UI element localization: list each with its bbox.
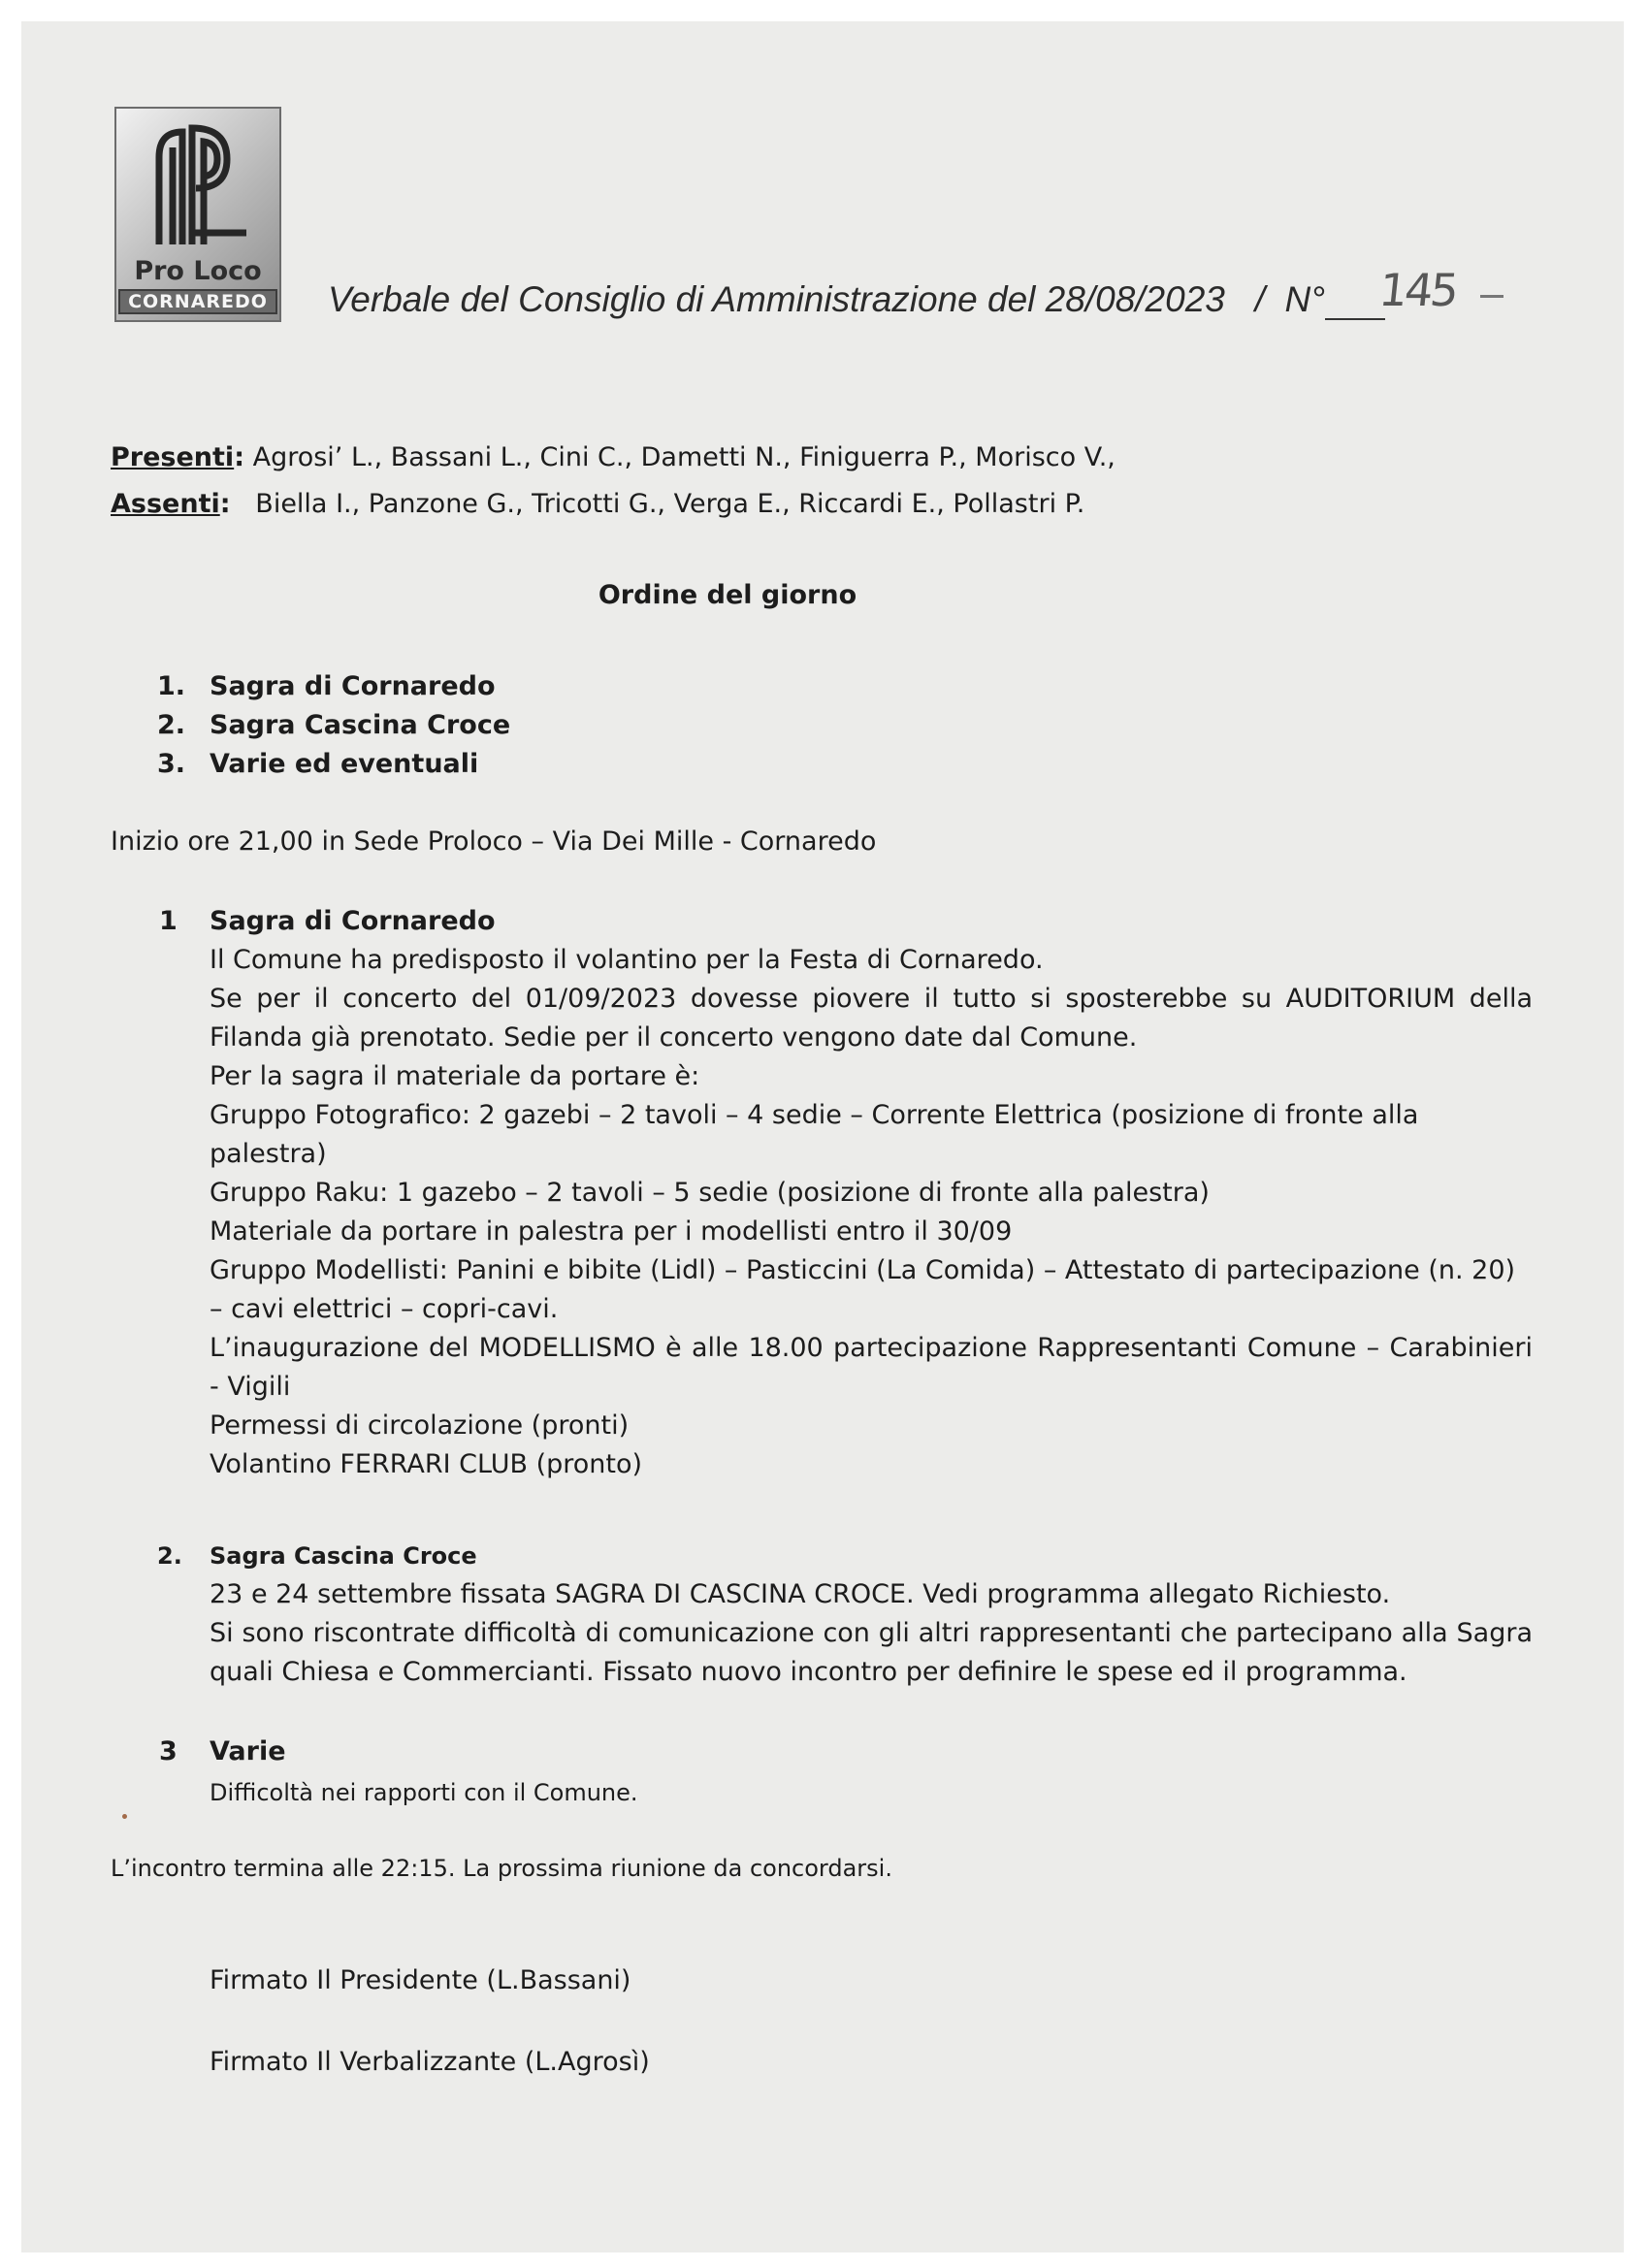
agenda-item-number: 3. (157, 749, 186, 779)
body-line: quali Chiesa e Commercianti. Fissato nuovo incontro per definire le spese ed il programma. (210, 1657, 1407, 1687)
handwritten-dash (1480, 295, 1504, 298)
closing-line: L’incontro termina alle 22:15. La prossima riunione da concordarsi. (111, 1855, 892, 1882)
body-line: Gruppo Fotografico: 2 gazebi – 2 tavoli – 4 sedie – Corrente Elettrica (posizione di fronte alla palestra) (210, 1100, 1419, 1169)
title-text: Verbale del Consiglio di Amministrazione del 28/08/2023 (328, 279, 1225, 319)
scan-speck (122, 1814, 127, 1819)
body-line: Gruppo Modellisti: Panini e bibite (Lidl) – Pasticcini (La Comida) – Attestato di partecipazione (n. 20) (210, 1255, 1516, 1285)
title-separator: / (1254, 279, 1265, 319)
body-line: Si sono riscontrate difficoltà di comunicazione con gli altri rappresentanti che partecipano alla Sagra (210, 1618, 1533, 1648)
body-line: L’inaugurazione del MODELLISMO è alle 18.00 partecipazione Rappresentanti Comune – Carabinieri (210, 1333, 1533, 1363)
agenda-item-number: 2. (157, 710, 186, 740)
absent-row: Assenti: Biella I., Panzone G., Tricotti G., Verga E., Riccardi E., Pollastri P. (111, 489, 1085, 519)
body-line: – cavi elettrici – copri-cavi. (210, 1294, 559, 1324)
document-title (328, 279, 1385, 320)
body-line: Se per il concerto del 01/09/2023 dovesse piovere il tutto si sposterebbe su AUDITORIUM della (210, 984, 1533, 1014)
logo-text-proloco: Pro Loco (134, 256, 262, 286)
absent-names: Biella I., Panzone G., Tricotti G., Verga E., Riccardi E., Pollastri P. (255, 489, 1085, 519)
agenda-title: Ordine del giorno (598, 580, 857, 610)
body-line: Per la sagra il materiale da portare è: (210, 1061, 700, 1091)
logo-text-cornaredo: CORNAREDO (118, 289, 277, 314)
body-line: Volantino FERRARI CLUB (pronto) (210, 1449, 643, 1479)
proloco-monogram-icon (140, 118, 256, 254)
section2-body (210, 1575, 1533, 1692)
body-line: 23 e 24 settembre fissata SAGRA DI CASCINA CROCE. Vedi programma allegato Richiesto. (210, 1579, 1391, 1609)
agenda-item: Varie ed eventuali (210, 749, 479, 779)
body-line: Permessi di circolazione (pronti) (210, 1410, 630, 1441)
body-line: Il Comune ha predisposto il volantino per la Festa di Cornaredo. (210, 945, 1044, 975)
present-row: Presenti: Agrosi’ L., Bassani L., Cini C., Dametti N., Finiguerra P., Morisco V., (111, 442, 1116, 472)
body-line: - Vigili (210, 1372, 291, 1402)
agenda-item: Sagra Cascina Croce (210, 710, 511, 740)
agenda-item-number: 1. (157, 671, 186, 701)
body-line: Filanda già prenotato. Sedie per il concerto vengono date dal Comune. (210, 1022, 1138, 1053)
section-title: Sagra Cascina Croce (210, 1542, 477, 1570)
present-label: Presenti (111, 442, 235, 472)
section-number: 3 (159, 1736, 178, 1766)
number-label: N° (1284, 279, 1326, 319)
start-line: Inizio ore 21,00 in Sede Proloco – Via Dei Mille - Cornaredo (111, 826, 877, 857)
signature-president: Firmato Il Presidente (L.Bassani) (210, 1965, 631, 1995)
present-names: Agrosi’ L., Bassani L., Cini C., Dametti N., Finiguerra P., Morisco V., (252, 442, 1116, 472)
section-number: 1 (159, 906, 178, 936)
absent-label: Assenti (111, 489, 220, 519)
section1-body (210, 941, 1533, 1484)
section-title: Varie (210, 1736, 286, 1766)
proloco-logo (114, 107, 281, 322)
section-number: 2. (157, 1542, 182, 1570)
agenda-item: Sagra di Cornaredo (210, 671, 496, 701)
section3-body: Difficoltà nei rapporti con il Comune. (210, 1779, 638, 1806)
body-line: Gruppo Raku: 1 gazebo – 2 tavoli – 5 sedie (posizione di fronte alla palestra) (210, 1178, 1210, 1208)
section-title: Sagra di Cornaredo (210, 906, 496, 936)
body-line: Materiale da portare in palestra per i modellisti entro il 30/09 (210, 1216, 1013, 1247)
handwritten-number: 145 (1376, 264, 1459, 316)
signature-verbalizer: Firmato Il Verbalizzante (L.Agrosì) (210, 2047, 650, 2077)
